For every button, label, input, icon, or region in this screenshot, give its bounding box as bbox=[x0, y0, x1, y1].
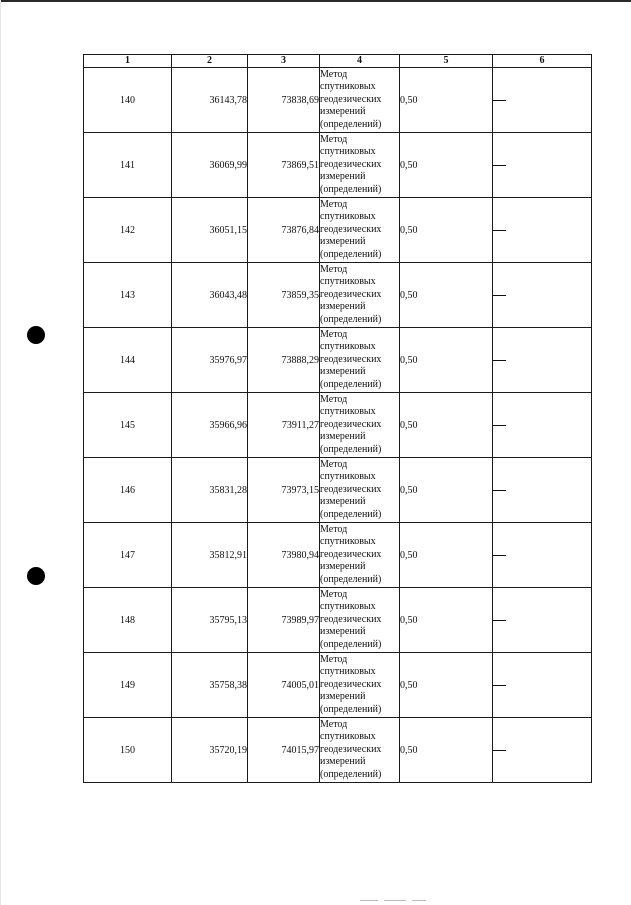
table-row bbox=[84, 198, 592, 263]
accuracy-cell: 0,50 bbox=[400, 133, 493, 198]
x-coordinate-cell: 35758,38 bbox=[172, 653, 248, 718]
dash-icon bbox=[493, 100, 506, 101]
x-coordinate-cell: 36043,48 bbox=[172, 263, 248, 328]
accuracy-cell: 0,50 bbox=[400, 393, 493, 458]
accuracy-cell: 0,50 bbox=[400, 653, 493, 718]
coordinates-table bbox=[83, 54, 592, 783]
description-cell bbox=[493, 523, 592, 588]
x-coordinate-cell: 35976,97 bbox=[172, 328, 248, 393]
method-text-line: спутниковых bbox=[320, 81, 376, 93]
y-coordinate-cell: 73869,51 bbox=[248, 133, 320, 198]
method-text-line: геодезических bbox=[320, 288, 382, 300]
description-cell bbox=[493, 133, 592, 198]
method-text-line: спутниковых bbox=[320, 341, 376, 353]
y-coordinate-cell: 73876,84 bbox=[248, 198, 320, 263]
method-text-line: измерений bbox=[320, 431, 366, 443]
method-text-line: (определений) bbox=[320, 573, 382, 585]
method-text-line: (определений) bbox=[320, 508, 382, 520]
method-text-line: геодезических bbox=[320, 548, 382, 560]
dash-icon bbox=[493, 750, 506, 751]
description-cell bbox=[493, 328, 592, 393]
method-text-line: (определений) bbox=[320, 118, 382, 130]
column-header-1: 1 bbox=[84, 55, 172, 68]
method-text-line: спутниковых bbox=[320, 146, 376, 158]
punch-hole-icon bbox=[27, 567, 45, 585]
method-cell bbox=[320, 523, 400, 588]
method-cell bbox=[320, 653, 400, 718]
method-text-line: (определений) bbox=[320, 703, 382, 715]
method-cell bbox=[320, 458, 400, 523]
description-cell bbox=[493, 718, 592, 783]
method-cell bbox=[320, 718, 400, 783]
method-text-line: Метод bbox=[320, 588, 348, 600]
dash-icon bbox=[493, 490, 506, 491]
x-coordinate-cell: 35795,13 bbox=[172, 588, 248, 653]
method-cell bbox=[320, 68, 400, 133]
method-text-line: Метод bbox=[320, 133, 348, 145]
point-number-cell: 146 bbox=[84, 458, 172, 523]
y-coordinate-cell: 73980,94 bbox=[248, 523, 320, 588]
description-cell bbox=[493, 588, 592, 653]
method-text-line: измерений bbox=[320, 756, 366, 768]
dash-icon bbox=[493, 425, 506, 426]
page-top-edge bbox=[0, 0, 631, 2]
table-row bbox=[84, 393, 592, 458]
method-text-line: измерений bbox=[320, 366, 366, 378]
punch-hole-icon bbox=[27, 326, 45, 344]
method-text-line: геодезических bbox=[320, 613, 382, 625]
y-coordinate-cell: 73859,35 bbox=[248, 263, 320, 328]
dash-icon bbox=[493, 555, 506, 556]
x-coordinate-cell: 36051,15 bbox=[172, 198, 248, 263]
x-coordinate-cell: 35966,96 bbox=[172, 393, 248, 458]
method-text-line: Метод bbox=[320, 68, 348, 80]
point-number-cell: 141 bbox=[84, 133, 172, 198]
method-text-line: геодезических bbox=[320, 743, 382, 755]
method-text-line: спутниковых bbox=[320, 471, 376, 483]
method-text-line: геодезических bbox=[320, 418, 382, 430]
method-cell bbox=[320, 263, 400, 328]
method-text-line: измерений bbox=[320, 236, 366, 248]
table-row bbox=[84, 458, 592, 523]
x-coordinate-cell: 35831,28 bbox=[172, 458, 248, 523]
table-row bbox=[84, 68, 592, 133]
method-cell bbox=[320, 328, 400, 393]
dash-icon bbox=[493, 165, 506, 166]
table-row bbox=[84, 133, 592, 198]
table-row bbox=[84, 263, 592, 328]
method-text-line: Метод bbox=[320, 718, 348, 730]
point-number-cell: 149 bbox=[84, 653, 172, 718]
description-cell bbox=[493, 458, 592, 523]
method-text-line: спутниковых bbox=[320, 731, 376, 743]
method-text-line: геодезических bbox=[320, 353, 382, 365]
method-text-line: геодезических bbox=[320, 158, 382, 170]
y-coordinate-cell: 73973,15 bbox=[248, 458, 320, 523]
point-number-cell: 147 bbox=[84, 523, 172, 588]
method-text-line: геодезических bbox=[320, 678, 382, 690]
y-coordinate-cell: 73989,97 bbox=[248, 588, 320, 653]
method-text-line: Метод bbox=[320, 263, 348, 275]
page-bottom-scan-marks bbox=[0, 897, 631, 905]
table-row bbox=[84, 588, 592, 653]
y-coordinate-cell: 73888,29 bbox=[248, 328, 320, 393]
page-left-edge bbox=[0, 0, 1, 905]
point-number-cell: 143 bbox=[84, 263, 172, 328]
method-text-line: геодезических bbox=[320, 93, 382, 105]
x-coordinate-cell: 36069,99 bbox=[172, 133, 248, 198]
column-header-2: 2 bbox=[172, 55, 248, 68]
accuracy-cell: 0,50 bbox=[400, 458, 493, 523]
method-cell bbox=[320, 588, 400, 653]
y-coordinate-cell: 74005,01 bbox=[248, 653, 320, 718]
x-coordinate-cell: 35812,91 bbox=[172, 523, 248, 588]
method-text-line: измерений bbox=[320, 496, 366, 508]
method-text-line: измерений bbox=[320, 626, 366, 638]
method-text-line: спутниковых bbox=[320, 666, 376, 678]
table-row bbox=[84, 328, 592, 393]
method-cell bbox=[320, 198, 400, 263]
method-text-line: измерений bbox=[320, 561, 366, 573]
dash-icon bbox=[493, 685, 506, 686]
method-text-line: геодезических bbox=[320, 483, 382, 495]
method-text-line: (определений) bbox=[320, 313, 382, 325]
description-cell bbox=[493, 263, 592, 328]
method-cell bbox=[320, 393, 400, 458]
method-text-line: спутниковых bbox=[320, 601, 376, 613]
point-number-cell: 144 bbox=[84, 328, 172, 393]
y-coordinate-cell: 73911,27 bbox=[248, 393, 320, 458]
column-header-4: 4 bbox=[320, 55, 400, 68]
method-text-line: спутниковых bbox=[320, 536, 376, 548]
description-cell bbox=[493, 393, 592, 458]
point-number-cell: 140 bbox=[84, 68, 172, 133]
y-coordinate-cell: 74015,97 bbox=[248, 718, 320, 783]
method-cell bbox=[320, 133, 400, 198]
point-number-cell: 148 bbox=[84, 588, 172, 653]
table-row bbox=[84, 523, 592, 588]
accuracy-cell: 0,50 bbox=[400, 718, 493, 783]
accuracy-cell: 0,50 bbox=[400, 68, 493, 133]
method-text-line: (определений) bbox=[320, 443, 382, 455]
method-text-line: измерений bbox=[320, 301, 366, 313]
table-row bbox=[84, 718, 592, 783]
accuracy-cell: 0,50 bbox=[400, 263, 493, 328]
dash-icon bbox=[493, 230, 506, 231]
accuracy-cell: 0,50 bbox=[400, 588, 493, 653]
column-header-6: 6 bbox=[493, 55, 592, 68]
accuracy-cell: 0,50 bbox=[400, 328, 493, 393]
description-cell bbox=[493, 68, 592, 133]
method-text-line: (определений) bbox=[320, 183, 382, 195]
y-coordinate-cell: 73838,69 bbox=[248, 68, 320, 133]
column-header-5: 5 bbox=[400, 55, 493, 68]
method-text-line: Метод bbox=[320, 653, 348, 665]
method-text-line: измерений bbox=[320, 171, 366, 183]
method-text-line: Метод bbox=[320, 458, 348, 470]
description-cell bbox=[493, 198, 592, 263]
method-text-line: (определений) bbox=[320, 768, 382, 780]
method-text-line: Метод bbox=[320, 523, 348, 535]
accuracy-cell: 0,50 bbox=[400, 198, 493, 263]
point-number-cell: 145 bbox=[84, 393, 172, 458]
description-cell bbox=[493, 653, 592, 718]
accuracy-cell: 0,50 bbox=[400, 523, 493, 588]
dash-icon bbox=[493, 360, 506, 361]
method-text-line: спутниковых bbox=[320, 276, 376, 288]
method-text-line: Метод bbox=[320, 393, 348, 405]
dash-icon bbox=[493, 620, 506, 621]
method-text-line: Метод bbox=[320, 328, 348, 340]
method-text-line: спутниковых bbox=[320, 406, 376, 418]
method-text-line: (определений) bbox=[320, 638, 382, 650]
method-text-line: измерений bbox=[320, 106, 366, 118]
method-text-line: измерений bbox=[320, 691, 366, 703]
method-text-line: геодезических bbox=[320, 223, 382, 235]
table-row bbox=[84, 653, 592, 718]
method-text-line: спутниковых bbox=[320, 211, 376, 223]
table-header-row bbox=[84, 55, 592, 68]
column-header-3: 3 bbox=[248, 55, 320, 68]
dash-icon bbox=[493, 295, 506, 296]
method-text-line: (определений) bbox=[320, 378, 382, 390]
x-coordinate-cell: 36143,78 bbox=[172, 68, 248, 133]
point-number-cell: 150 bbox=[84, 718, 172, 783]
point-number-cell: 142 bbox=[84, 198, 172, 263]
x-coordinate-cell: 35720,19 bbox=[172, 718, 248, 783]
method-text-line: (определений) bbox=[320, 248, 382, 260]
method-text-line: Метод bbox=[320, 198, 348, 210]
table-body bbox=[84, 68, 592, 783]
